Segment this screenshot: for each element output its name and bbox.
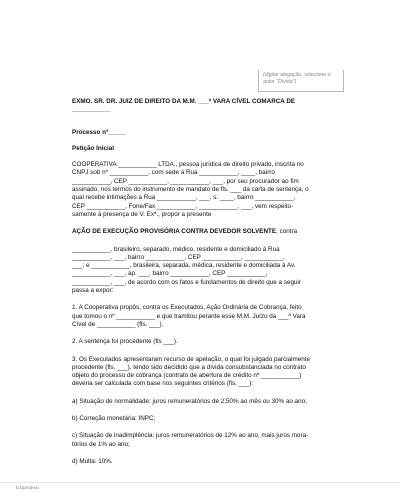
text-line: ___________, CEP ___________, ___________, ___, por seu procurador ao fim [72,177,299,185]
acao-title: AÇÃO DE EXECUÇÃO PROVISÓRIA CONTRA DEVEDOR SOLVENTE [72,228,277,236]
intro-paragraph [72,161,334,219]
text-line: Cível de ___________ (fls. ___). [72,320,164,328]
text-line: que tomou o nº ___________ e que tramitou perante esse M.M. Juízo da ___ª Vara [72,312,306,320]
text-line: ___________, brasileiro, separado, médico, residente e domiciliado à Rua [72,245,280,253]
divider [0,482,400,483]
text-line: passa a expor: [72,287,114,295]
text-line: CEP ___________, Fone/Fax ___________, ___________, ___, vem respeito- [72,202,294,210]
text-line: ___; e ___________, brasileira, separada, médica, residente e domiciliada à Av. [72,262,296,270]
text-line: tórios de 1% ao ano; [72,440,130,448]
text-line: ___________, ___, de acordo com os fatos e fundamentos de direito que a seguir [72,278,301,286]
parties-paragraph [72,246,334,296]
court-heading: EXMO. SR. DR. JUIZ DE DIREITO DA M.M. ___ª VARA CÍVEL COMARCA DE ___________ [72,98,296,114]
text-line: ___________, ___, bairro ___________, CEP ___________, ___________, [72,253,285,261]
text-line: samente à presença de V. Exª., propor a presente [72,210,212,218]
text-line: COOPERATIVA ___________ LTDA., pessoa jurídica de direito privado, inscrita no [72,161,304,169]
processo-number: Processo nº_____ [72,128,126,136]
text-line: ___________, ___, ap. ___, bairro ___________, CEP ___________, [72,270,268,278]
text-line: qual recebe intimações a Rua ___________, ___, s. ____, bairro ___________, [72,194,296,202]
item-3-paragraph [72,356,334,389]
acao-line [72,228,334,236]
item-2-paragraph: 2. A sentença foi procedente (fls ___). [72,338,178,346]
text-line: objeto do processo de cobrança (contrato de abertura de crédito nº ___________) [72,372,302,380]
text-line: CNPJ sob nº ___________, com sede à Rua ___________, ____, bairro [72,169,275,177]
text-line: assinado, nos termos do instrumento de mandato de fls. ___ da carta de sentença, o [72,186,309,194]
text-line: c) Situação de inadimplência: juros remuneratórios de 12% ao ano, mais juros mora- [72,432,309,440]
item-c [72,432,334,449]
item-d: d) Multa: 10%. [72,457,113,465]
text-line: deveria ser calculada com base nos seguintes critérios (fls. ___): [72,380,253,388]
footer-caption: Expandeal [16,486,39,491]
item-1-paragraph [72,304,334,329]
item-b: b) Correção monetária: INPC; [72,415,156,423]
text-line: 1. A Cooperativa propôs, contra os Executados, Ação Ordinária de Cobrança, feito [72,304,302,312]
item-a: a) Situação de normalidade: juros remuneratórios de 2,50% ao mês ou 30% ao ano; [72,397,307,405]
text-line: procedente (fls. ___), tendo sido decidido que a dívida consubstanciada no contrato [72,363,306,371]
instruction-note: (digitar alegação, selecione o autor "Dívida") [258,70,344,92]
document-body [72,98,334,475]
peticao-title: Petição Inicial [72,144,114,152]
text-line: 3. Os Executados apresentaram recurso de apelação, o qual foi julgado parcialmente [72,355,311,363]
acao-suffix: , contra [276,228,298,236]
